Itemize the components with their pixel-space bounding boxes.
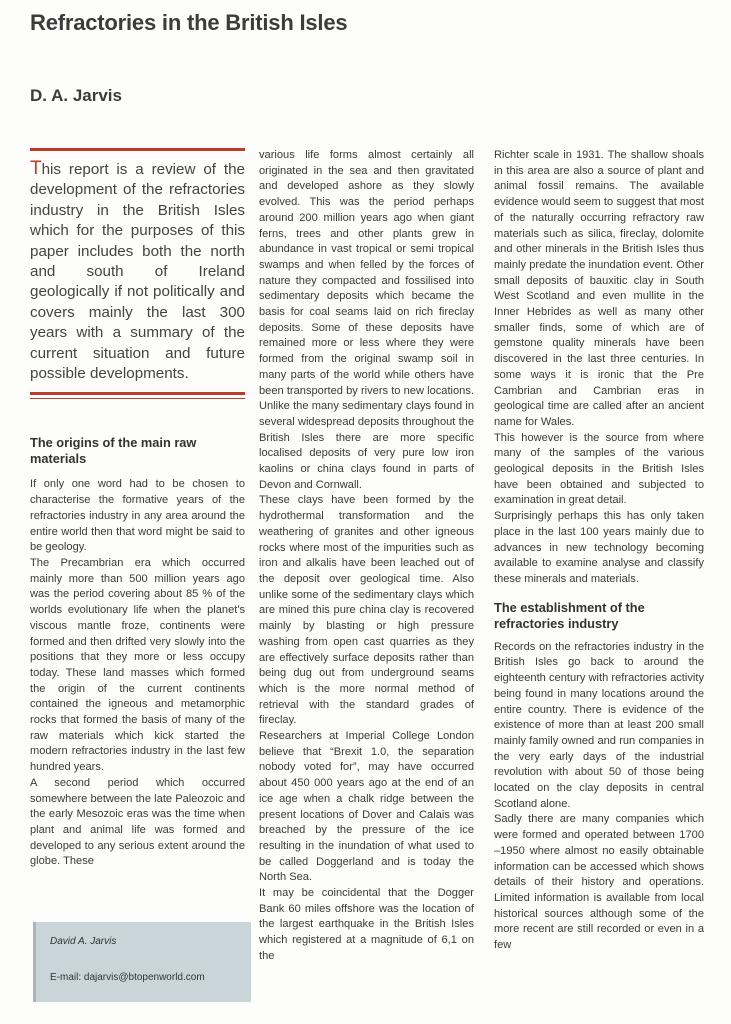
author-contact-box (33, 922, 251, 1002)
paragraph: Surprisingly perhaps this has only taken place in the last 100 years mainly due to advances in new technology becoming available to examine analyse and classify these minerals and materials. (494, 510, 704, 585)
paragraph: If only one word had to be chosen to characterise the formative years of the refractories industry in any area around the entire world then that word might be said to be geology. (30, 478, 245, 554)
contact-email[interactable]: E-mail: dajarvis@btopenworld.com (50, 972, 205, 983)
paragraph: Records on the refractories industry in the British Isles go back to around the eighteenth century with refractories activity being found in many locations around the entire country. There is evidence of the existence of more than at least 200 small mainly family owned and run companies in the very early days of the industrial revolution with about 50 of those being located on the clay deposits in central Scotland alone. (494, 640, 704, 810)
paragraph: This however is the source from where many of the samples of the various geological deposits in the British Isles have been obtained and subjected to examination in great detail. (494, 431, 704, 507)
contact-name: David A. Jarvis (50, 936, 117, 947)
paragraph: It may be coincidental that the Dogger Bank 60 miles offshore was the location of the largest earthquake in the British Isles which registered at a magnitude of 6,1 on the (259, 887, 474, 962)
paragraph: The Precambrian era which occurred mainly more than 500 million years ago was the period covering about 85 % of the worlds evolutionary life when the planet's viscous mantle froze, continents were formed and then drifted very slowly into the positions that they more or less occupy today. These land masses which formed the origin of the current continents contained the igneous and metamorphic rocks that formed the basis of many of the raw materials which kick started the modern refractories industry in the last few hundred years. (30, 556, 245, 774)
paragraph: Sadly there are many companies which were formed and operated between 1700 –1950 where almost no easily obtainable information can be accessed which shows details of their history and operations. Limited information is available from local historical sources although some of the more recent are still recorded or even in a few (494, 813, 704, 952)
abstract-text (30, 159, 245, 384)
paragraph: various life forms almost certainly all originated in the sea and then gravitated and developed ashore as they slowly evolved. This was the period perhaps around 200 million years ago when giant ferns, trees and other plants grew in abundance in vast tropical or semi tropical swamps and when felled by the forces of nature they compacted and fossilised into sedimentary deposits which became the basis for coal seams laid on rich fireclay deposits. Some of these deposits have remained more or less where they were formed from the original swamp soil in many parts of the world while others have been transported by rivers to new locations. Unlike the many sedimentary clays found in several widespread deposits throughout the British Isles there are more specific localised deposits of very pure low iron kaolins or china clays found in parts of Devon and Cornwall. (259, 149, 474, 491)
paragraph: A second period which occurred somewhere between the late Paleozoic and the early Mesozoic eras was the time when plant and animal life was formed and developed to any serious extent around the globe. These (30, 776, 245, 868)
section-heading-establishment: The establishment of the refractories industry (494, 599, 645, 631)
paragraph: These clays have been formed by the hydrothermal transformation and the weathering of granites and other igneous rocks where most of the impurities such as iron and alkalis have been leached out of the deposit over geological time. Also unlike some of the sedimentary clays which are mined this pure china clay is recovered mainly by blasting or high pressure washing from open cast quarries as they are effectively surface deposits rather than being dug out from underground seams which is the more normal method of retrieval with the standard grades of fireclay. (259, 494, 474, 727)
abstract-drop-letter: T (30, 158, 42, 179)
column-2 (259, 148, 474, 965)
section-heading-origins: The origins of the main raw materials (30, 435, 197, 467)
column-3 (494, 148, 704, 954)
page-title: Refractories in the British Isles (30, 10, 348, 35)
paragraph: Researchers at Imperial College London believe that “Brexit 1.0, the separation nobody voted for”, may have occurred about 450 000 years ago at the end of an ice age when a chalk ridge between the present locations of Dover and Calais was breached by the pressure of the ice resulting in the inundation of what used to be called Doggerland and is today the North Sea. (259, 730, 474, 884)
author-name: D. A. Jarvis (30, 86, 122, 105)
column-1 (30, 148, 245, 870)
abstract-body: his report is a review of the development of the refractories industry in the British Isles which for the purposes of this paper includes both the north and south of Ireland geologically if not politically and covers mainly the last 300 years with a summary of the current situation and future possible developments. (30, 161, 245, 383)
paragraph: Richter scale in 1931. The shallow shoals in this area are also a source of plant and animal fossil remains. The available evidence would seem to suggest that most of the naturally occurring refractory raw materials such as silica, fireclay, dolomite and other minerals in the British Isles thus mainly predate the inundation event. Other small deposits of bauxitic clay in South West Scotland and even mullite in the Inner Hebrides as well as many other smaller finds, some of which are of gemstone quality minerals have been discovered in the last three centuries. In some ways it is ironic that the Pre Cambrian and Cambrian eras in geological time are called after an ancient name for Wales. (494, 149, 704, 428)
abstract-box (30, 148, 245, 395)
